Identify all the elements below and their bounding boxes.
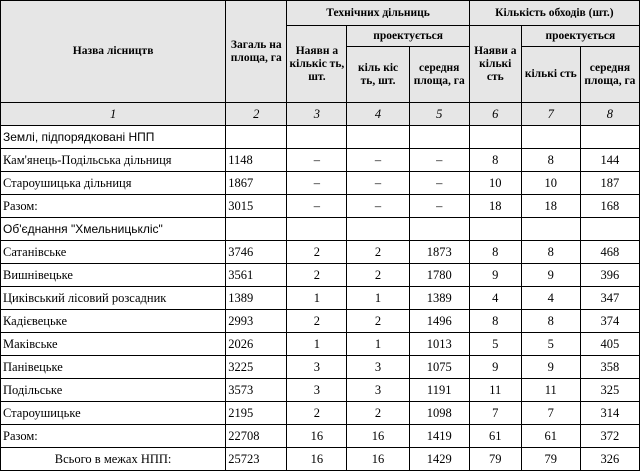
cell-value: 5 xyxy=(469,333,521,356)
column-number: 8 xyxy=(580,103,639,126)
table-row xyxy=(1,241,640,264)
grand-total-row xyxy=(1,448,640,471)
cell-value: 1 xyxy=(347,333,409,356)
cell-total-area: 2026 xyxy=(226,333,287,356)
column-number: 2 xyxy=(226,103,287,126)
cell-value: 468 xyxy=(580,241,639,264)
cell-value: 326 xyxy=(580,448,639,471)
cell-value: 1419 xyxy=(409,425,469,448)
table-row xyxy=(1,333,640,356)
row-name: Панівецьке xyxy=(1,356,226,379)
row-name: Кам'янець-Подільська дільниця xyxy=(1,149,226,172)
cell-total-area: 2993 xyxy=(226,310,287,333)
cell-value: – xyxy=(409,195,469,218)
table-row xyxy=(1,264,640,287)
column-number: 3 xyxy=(287,103,347,126)
cell-value: 16 xyxy=(347,425,409,448)
cell-value: 2 xyxy=(347,310,409,333)
table-row xyxy=(1,172,640,195)
cell-value: 1873 xyxy=(409,241,469,264)
cell-total-area: 1148 xyxy=(226,149,287,172)
column-number: 5 xyxy=(409,103,469,126)
header-technical-sections: Технічних дільниць xyxy=(287,1,469,26)
header-projected-2: проектується xyxy=(521,26,639,47)
cell-value: 2 xyxy=(287,241,347,264)
cell-value: 8 xyxy=(469,241,521,264)
cell-value: 372 xyxy=(580,425,639,448)
cell-value: 9 xyxy=(521,264,580,287)
cell-value: 16 xyxy=(287,425,347,448)
row-name: Староушицьке xyxy=(1,402,226,425)
cell-value: 168 xyxy=(580,195,639,218)
cell-value: 405 xyxy=(580,333,639,356)
header-avg-area: середня площа, га xyxy=(409,47,469,103)
cell-total-area: 3225 xyxy=(226,356,287,379)
cell-value: 5 xyxy=(521,333,580,356)
cell-value: 2 xyxy=(347,241,409,264)
row-name: Циківський лісовий розсадник xyxy=(1,287,226,310)
cell-value: 1013 xyxy=(409,333,469,356)
section-header-row xyxy=(1,126,640,149)
cell-value: 3 xyxy=(347,356,409,379)
cell-value: 8 xyxy=(521,149,580,172)
header-available-count-2: Наяви а кількі сть xyxy=(469,26,521,103)
cell-value: 18 xyxy=(469,195,521,218)
cell-value: 18 xyxy=(521,195,580,218)
row-name: Маківське xyxy=(1,333,226,356)
cell-total-area: 3746 xyxy=(226,241,287,264)
cell-value: 1 xyxy=(347,287,409,310)
row-name: Разом: xyxy=(1,425,226,448)
cell-value: 3 xyxy=(347,379,409,402)
cell-value: 1429 xyxy=(409,448,469,471)
cell-value: 347 xyxy=(580,287,639,310)
row-name: Разом: xyxy=(1,195,226,218)
cell-value: 144 xyxy=(580,149,639,172)
row-name: Подільське xyxy=(1,379,226,402)
cell-total-area: 1389 xyxy=(226,287,287,310)
cell-value: 325 xyxy=(580,379,639,402)
cell-value: 187 xyxy=(580,172,639,195)
section-header-row xyxy=(1,218,640,241)
cell-value: – xyxy=(347,195,409,218)
row-name: Кадієвецьке xyxy=(1,310,226,333)
cell-value: 396 xyxy=(580,264,639,287)
cell-value: 7 xyxy=(469,402,521,425)
subtotal-row xyxy=(1,195,640,218)
header-avg-area-2: середня площа, га xyxy=(580,47,639,103)
header-available-count: Наявн а кількіс ть, шт. xyxy=(287,26,347,103)
column-number: 7 xyxy=(521,103,580,126)
column-number: 1 xyxy=(1,103,226,126)
cell-value: 16 xyxy=(287,448,347,471)
cell-value: 2 xyxy=(287,402,347,425)
header-count: кіль кіс ть, шт. xyxy=(347,47,409,103)
cell-value: 1780 xyxy=(409,264,469,287)
row-name: Всього в межах НПП: xyxy=(1,448,226,471)
table-row xyxy=(1,310,640,333)
cell-value: 16 xyxy=(347,448,409,471)
column-number: 6 xyxy=(469,103,521,126)
cell-value: 1389 xyxy=(409,287,469,310)
cell-value: – xyxy=(287,172,347,195)
cell-value: 3 xyxy=(287,356,347,379)
cell-total-area: 3561 xyxy=(226,264,287,287)
section-title: Об'єднання "Хмельницькліс" xyxy=(1,218,226,241)
cell-value: 2 xyxy=(347,264,409,287)
table-row xyxy=(1,402,640,425)
cell-value: 9 xyxy=(521,356,580,379)
subtotal-row xyxy=(1,425,640,448)
cell-total-area: 1867 xyxy=(226,172,287,195)
header-name: Назва лісництв xyxy=(1,1,226,103)
cell-total-area: 2195 xyxy=(226,402,287,425)
cell-value: 1098 xyxy=(409,402,469,425)
cell-value: 11 xyxy=(521,379,580,402)
cell-value: 358 xyxy=(580,356,639,379)
cell-value: 1 xyxy=(287,333,347,356)
cell-total-area: 3015 xyxy=(226,195,287,218)
cell-total-area: 25723 xyxy=(226,448,287,471)
table-row xyxy=(1,149,640,172)
cell-value: 9 xyxy=(469,264,521,287)
cell-value: – xyxy=(347,172,409,195)
column-number: 4 xyxy=(347,103,409,126)
cell-value: – xyxy=(409,172,469,195)
column-number-row xyxy=(1,103,640,126)
cell-value: 1496 xyxy=(409,310,469,333)
row-name: Сатанівське xyxy=(1,241,226,264)
table-row xyxy=(1,287,640,310)
cell-value: 61 xyxy=(521,425,580,448)
cell-value: 314 xyxy=(580,402,639,425)
cell-value: 8 xyxy=(521,310,580,333)
cell-total-area: 3573 xyxy=(226,379,287,402)
row-name: Староушицька дільниця xyxy=(1,172,226,195)
cell-value: 11 xyxy=(469,379,521,402)
cell-value: 4 xyxy=(469,287,521,310)
cell-value: – xyxy=(409,149,469,172)
cell-value: 374 xyxy=(580,310,639,333)
header-count-2: кількі сть xyxy=(521,47,580,103)
header-total-area: Загаль на площа, га xyxy=(226,1,287,103)
cell-value: 10 xyxy=(469,172,521,195)
table-row xyxy=(1,356,640,379)
cell-value: 4 xyxy=(521,287,580,310)
cell-value: 1 xyxy=(287,287,347,310)
cell-value: – xyxy=(287,149,347,172)
cell-value: 7 xyxy=(521,402,580,425)
cell-value: 8 xyxy=(469,149,521,172)
cell-value: 9 xyxy=(469,356,521,379)
cell-value: 8 xyxy=(469,310,521,333)
cell-value: 79 xyxy=(469,448,521,471)
cell-value: 8 xyxy=(521,241,580,264)
cell-value: 2 xyxy=(287,310,347,333)
cell-value: 1075 xyxy=(409,356,469,379)
cell-value: 1191 xyxy=(409,379,469,402)
cell-value: 79 xyxy=(521,448,580,471)
section-title: Землі, підпорядковані НПП xyxy=(1,126,226,149)
header-projected: проектується xyxy=(347,26,469,47)
cell-value: 2 xyxy=(287,264,347,287)
cell-value: 3 xyxy=(287,379,347,402)
cell-value: – xyxy=(287,195,347,218)
cell-value: 2 xyxy=(347,402,409,425)
table-row xyxy=(1,379,640,402)
header-rounds-count: Кількість обходів (шт.) xyxy=(469,1,639,26)
row-name: Вишнівецьке xyxy=(1,264,226,287)
cell-value: – xyxy=(347,149,409,172)
cell-value: 61 xyxy=(469,425,521,448)
cell-total-area: 22708 xyxy=(226,425,287,448)
cell-value: 10 xyxy=(521,172,580,195)
